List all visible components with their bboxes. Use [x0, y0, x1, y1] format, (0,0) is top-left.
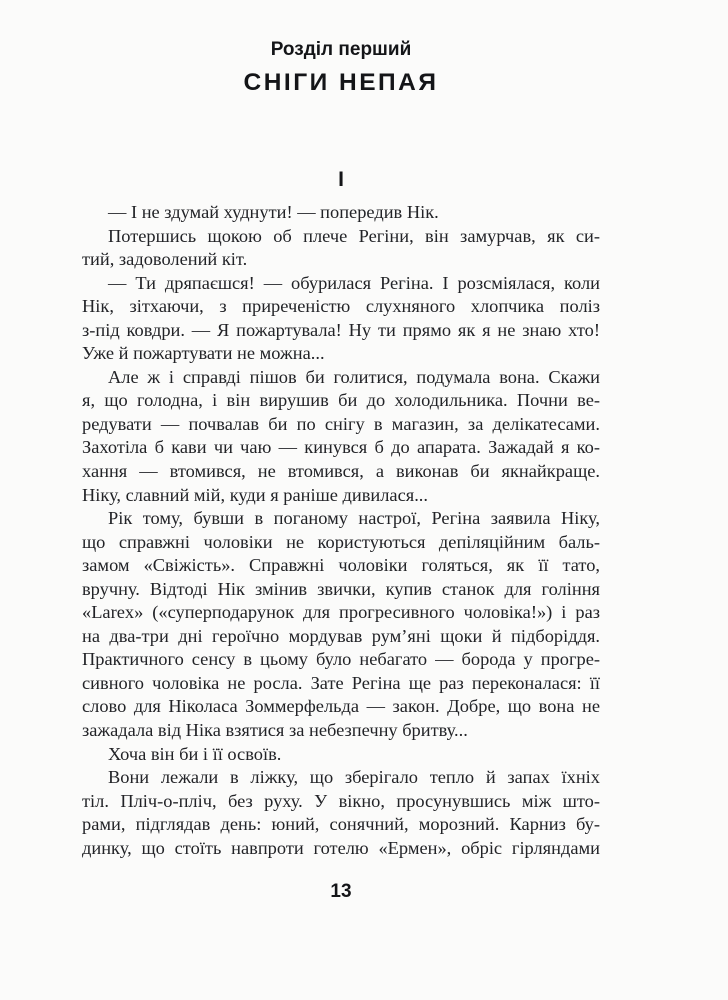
chapter-title: СНІГИ НЕПАЯ: [243, 69, 439, 96]
text-line: рами, підглядав день: юний, сонячний, морозний. Карниз бу-: [82, 814, 600, 835]
text-line: Ніку, славний мій, куди я раніше дивилася...: [82, 484, 428, 505]
body-text: [82, 201, 600, 860]
text-line: Потершись щокою об плече Регіни, він замурчав, як си-: [108, 225, 600, 246]
text-line: зажадала від Ніка взятися за небезпечну бритву...: [82, 720, 468, 741]
text-line: Рік тому, бувши в поганому настрої, Регіна заявила Ніку,: [108, 508, 600, 529]
text-line: Уже й пожартувати не можна...: [82, 343, 325, 364]
text-line: на два-три дні героїчно мордував рум’яні щоки й підборіддя.: [82, 625, 600, 646]
text-line: Але ж і справді пішов би голитися, подумала вона. Скажи: [108, 366, 600, 387]
text-line: Хоча він би і її освоїв.: [108, 743, 282, 764]
text-line: «Larex» («суперподарунок для прогресивного чоловіка!») і раз: [82, 602, 600, 623]
text-line: — І не здумай худнути! — попередив Нік.: [108, 202, 439, 222]
text-line: Практичного сенсу в цьому було небагато — борода у прогре-: [82, 649, 600, 670]
chapter-label: Розділ перший: [270, 39, 412, 60]
text-line: Нік, зітхаючи, з приреченістю слухняного хлопчика поліз: [82, 296, 600, 317]
text-line: редувати — почвалав би по снігу в магазин, за делікатесами.: [82, 413, 600, 434]
text-line: Вони лежали в ліжку, що зберігало тепло й запах їхніх: [108, 767, 600, 788]
text-line: з-під ковдри. — Я пожартувала! Ну ти прямо як я не знаю хто!: [82, 319, 600, 340]
section-number: І: [338, 168, 344, 191]
text-line: слово для Ніколаса Зоммерфельда — закон. Добре, що вона не: [82, 696, 600, 717]
text-line: динку, що стоїть навпроти готелю «Ермен», обріс гірляндами: [82, 837, 600, 858]
page-number: 13: [330, 881, 352, 902]
text-line: я, що голодна, і він вирушив би до холодильника. Почни ве-: [82, 390, 600, 411]
text-line: тіл. Пліч-о-пліч, без руху. У вікно, просунувшись між што-: [82, 790, 600, 811]
text-line: тий, задоволений кіт.: [82, 249, 248, 270]
text-line: — Ти дряпаєшся! — обурилася Регіна. І розсміялася, коли: [108, 272, 600, 293]
text-line: Захотіла б кави чи чаю — кинувся б до апарата. Зажадай я ко-: [82, 437, 600, 458]
text-line: хання — втомився, не втомився, а виконав би якнайкраще.: [82, 461, 600, 482]
text-line: вручну. Відтоді Нік змінив звички, купив станок для гоління: [82, 578, 600, 599]
text-line: сивного чоловіка не росла. Зате Регіна ще раз переконалася: її: [82, 672, 600, 693]
text-line: замом «Свіжість». Справжні чоловіки голяться, як її тато,: [82, 555, 600, 576]
text-line: що справжні чоловіки не користуються депіляційним баль-: [82, 531, 600, 552]
